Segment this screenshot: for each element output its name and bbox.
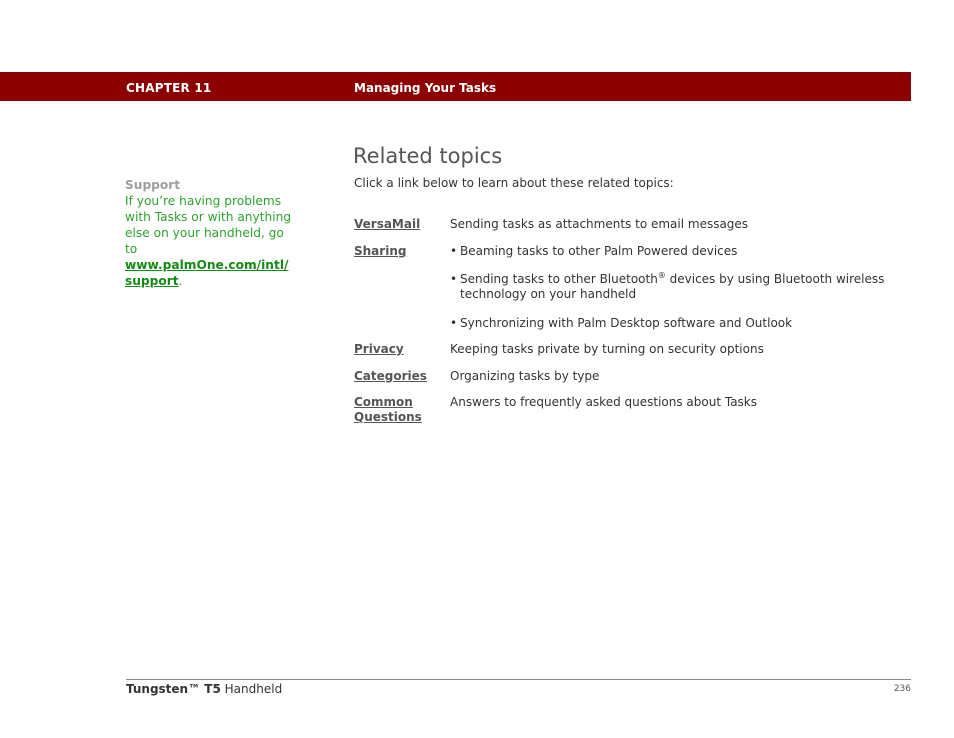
support-link[interactable] — [125, 258, 288, 288]
bullet-dot: • — [450, 244, 458, 258]
desc-privacy: Keeping tasks private by turning on security options — [450, 342, 764, 356]
intro-text: Click a link below to learn about these related topics: — [354, 176, 674, 190]
footer-product-rest: Handheld — [220, 682, 283, 696]
link-sharing[interactable]: Sharing — [354, 244, 407, 258]
sidebar-suffix: . — [178, 274, 183, 288]
sharing-bullet-3-text: Synchronizing with Palm Desktop software and Outlook — [460, 316, 793, 330]
link-categories[interactable]: Categories — [354, 369, 427, 383]
sharing-bullet-2-text-post: devices by using Bluetooth wireless technology on your handheld — [460, 272, 885, 301]
page-title: Related topics — [353, 144, 503, 168]
common-questions-line1: Common — [354, 395, 413, 409]
common-questions-line2: Questions — [354, 410, 422, 424]
link-common-questions[interactable] — [354, 395, 434, 425]
chapter-number: CHAPTER 11 — [126, 81, 212, 95]
chapter-title: Managing Your Tasks — [354, 81, 497, 95]
sharing-bullet-2-text-pre: Sending tasks to other Bluetooth — [460, 272, 658, 286]
registered-mark: ® — [657, 271, 666, 280]
bullet-dot: • — [450, 272, 458, 286]
link-versamail[interactable]: VersaMail — [354, 217, 421, 231]
desc-common-questions: Answers to frequently asked questions about Tasks — [450, 395, 758, 409]
page-number: 236 — [893, 684, 911, 694]
footer-product-name — [126, 682, 282, 696]
support-sidebar — [125, 177, 295, 289]
sidebar-heading: Support — [125, 178, 181, 192]
support-link-line1: www.palmOne.com/intl/ — [125, 258, 289, 272]
desc-versamail: Sending tasks as attachments to email messages — [450, 217, 749, 231]
desc-categories: Organizing tasks by type — [450, 369, 600, 383]
bullet-dot: • — [450, 316, 458, 330]
sharing-bullet-1 — [450, 244, 890, 259]
link-privacy[interactable]: Privacy — [354, 342, 404, 356]
sidebar-text: If you’re having problems with Tasks or with anything else on your handheld, go to — [125, 194, 292, 256]
footer-divider — [126, 679, 911, 680]
support-link-line2: support — [125, 274, 179, 288]
sharing-bullet-3 — [450, 316, 890, 331]
chapter-header-bar — [0, 72, 911, 101]
sharing-bullet-2 — [450, 272, 890, 301]
footer-product-bold: Tungsten™ T5 — [126, 682, 221, 696]
sharing-bullet-1-text: Beaming tasks to other Palm Powered devices — [460, 244, 738, 258]
